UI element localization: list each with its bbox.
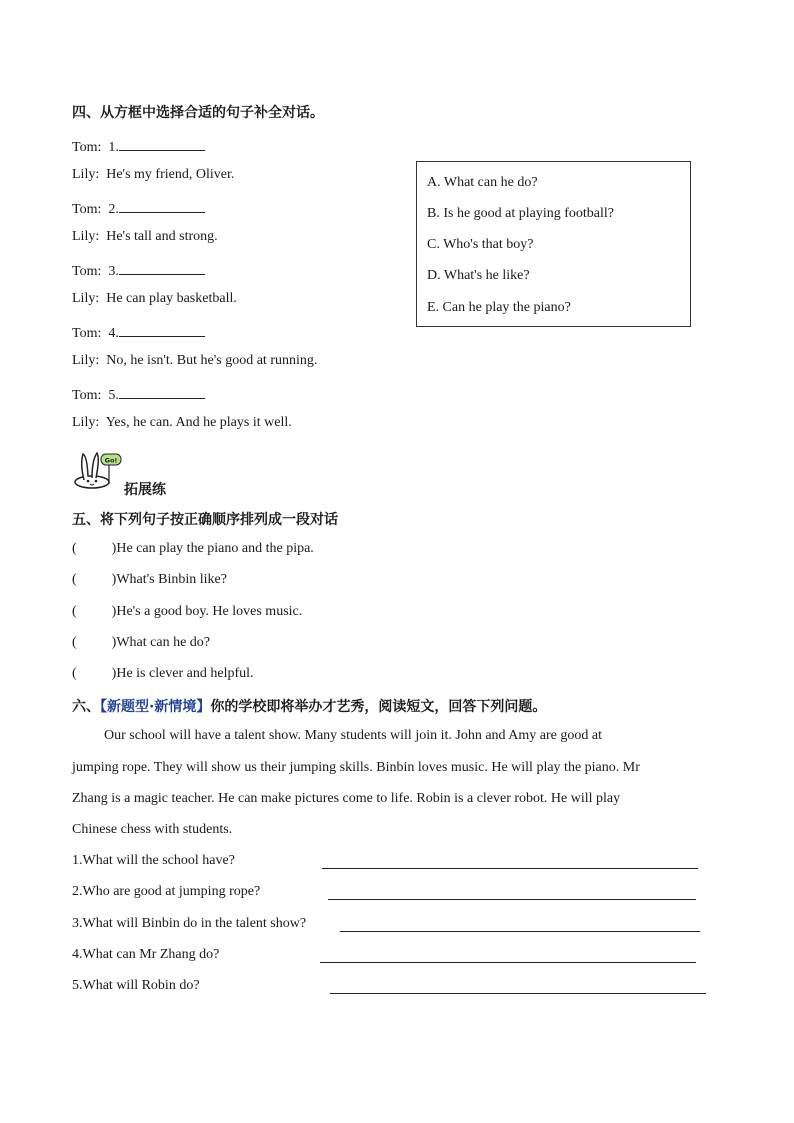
sentence: What can he do? <box>116 635 211 650</box>
section-6-title <box>72 696 546 716</box>
answer-blank[interactable] <box>119 322 205 337</box>
section-6-number: 六、 <box>72 699 100 715</box>
dialogue-line <box>72 384 205 404</box>
sentence: He is clever and helpful. <box>116 666 254 681</box>
dialogue-text: He can play basketball. <box>106 291 237 306</box>
order-blank[interactable]: ( ) <box>72 541 117 556</box>
dialogue-line <box>72 291 237 307</box>
option-e: E. Can he play the piano? <box>427 300 571 315</box>
speaker: Lily: <box>72 229 100 244</box>
dialogue-text: He's my friend, Oliver. <box>106 167 235 182</box>
question: 1.What will the school have? <box>72 853 235 868</box>
answer-line[interactable] <box>328 899 696 900</box>
dialogue-text: 3. <box>108 264 119 279</box>
answer-blank[interactable] <box>119 198 205 213</box>
list-item <box>72 541 314 557</box>
option-d: D. What's he like? <box>427 268 530 283</box>
option-a: A. What can he do? <box>427 175 538 190</box>
dialogue-text: Yes, he can. And he plays it well. <box>105 415 292 430</box>
section-6-instruction: 你的学校即将举办才艺秀，阅读短文，回答下列问题。 <box>210 699 547 715</box>
dialogue-line <box>72 167 234 183</box>
dialogue-line <box>72 322 205 342</box>
dialogue-text: 4. <box>108 326 119 341</box>
new-type-tag: 【新题型·新情境】 <box>100 699 211 715</box>
dialogue-text: 2. <box>108 202 119 217</box>
options-box <box>416 161 691 327</box>
dialogue-line <box>72 353 317 369</box>
speaker: Lily: <box>72 291 100 306</box>
order-blank[interactable]: ( ) <box>72 572 117 587</box>
list-item <box>72 666 254 682</box>
list-item <box>72 572 227 588</box>
speaker: Tom: <box>72 388 102 403</box>
extension-label: 拓展练 <box>124 482 166 498</box>
dialogue-text: He's tall and strong. <box>106 229 218 244</box>
section-5-title: 五、将下列句子按正确顺序排列成一段对话 <box>72 512 338 528</box>
answer-line[interactable] <box>322 868 698 869</box>
sentence: He's a good boy. He loves music. <box>116 604 303 619</box>
order-blank[interactable]: ( ) <box>72 604 117 619</box>
answer-blank[interactable] <box>119 260 205 275</box>
list-item <box>72 635 210 651</box>
answer-line[interactable] <box>340 931 700 932</box>
question: 2.Who are good at jumping rope? <box>72 884 261 899</box>
option-b: B. Is he good at playing football? <box>427 206 615 221</box>
order-blank[interactable]: ( ) <box>72 666 117 681</box>
question: 5.What will Robin do? <box>72 978 200 993</box>
list-item <box>72 604 302 620</box>
speaker: Tom: <box>72 140 102 155</box>
dialogue-line <box>72 415 292 431</box>
dialogue-line <box>72 136 205 156</box>
question: 4.What can Mr Zhang do? <box>72 947 220 962</box>
passage-line: Zhang is a magic teacher. He can make pictures come to life. Robin is a clever robot. He will play <box>72 791 621 806</box>
answer-line[interactable] <box>330 993 706 994</box>
option-c: C. Who's that boy? <box>427 237 534 252</box>
dialogue-line <box>72 260 205 280</box>
sentence: He can play the piano and the pipa. <box>116 541 314 556</box>
speaker: Lily: <box>72 415 100 430</box>
dialogue-text: 1. <box>108 140 119 155</box>
answer-line[interactable] <box>320 962 696 963</box>
dialogue-line <box>72 229 218 245</box>
speaker: Tom: <box>72 264 102 279</box>
speaker: Lily: <box>72 167 100 182</box>
speaker: Tom: <box>72 202 102 217</box>
passage-line: Our school will have a talent show. Many students will join it. John and Amy are good at <box>104 728 602 743</box>
answer-blank[interactable] <box>119 136 205 151</box>
section-4-title: 四、从方框中选择合适的句子补全对话。 <box>72 105 324 121</box>
passage-line: jumping rope. They will show us their jumping skills. Binbin loves music. He will play the piano. Mr <box>72 760 640 775</box>
order-blank[interactable]: ( ) <box>72 635 117 650</box>
passage-line: Chinese chess with students. <box>72 822 233 837</box>
sentence: What's Binbin like? <box>116 572 227 587</box>
speaker: Tom: <box>72 326 102 341</box>
answer-blank[interactable] <box>119 384 205 399</box>
bunny-icon <box>72 450 124 490</box>
dialogue-line <box>72 198 205 218</box>
go-badge: Go! <box>104 456 118 465</box>
dialogue-text: No, he isn't. But he's good at running. <box>106 353 318 368</box>
question: 3.What will Binbin do in the talent show? <box>72 916 307 931</box>
dialogue-text: 5. <box>108 388 119 403</box>
speaker: Lily: <box>72 353 100 368</box>
